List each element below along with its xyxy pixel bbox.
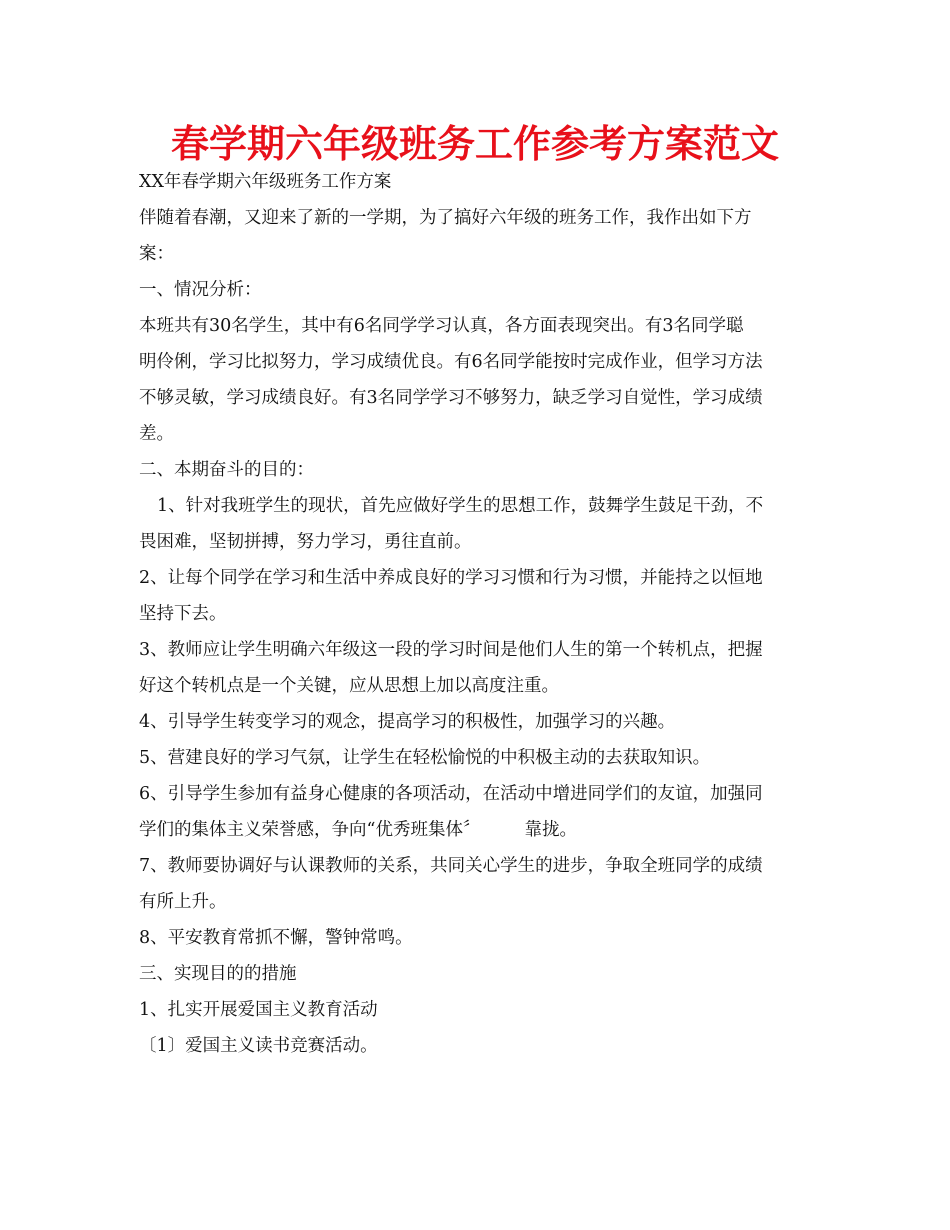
list-item-line: 畏困难，坚韧拼搏，努力学习，勇往直前。	[139, 532, 472, 552]
list-item-line: 7、教师要协调好与认课教师的关系，共同关心学生的进步，争取全班同学的成绩	[139, 856, 763, 876]
list-item-line: 坚持下去。	[139, 604, 227, 624]
section-heading: 三、实现目的的措施	[139, 964, 297, 984]
list-item-line: 4、引导学生转变学习的观念，提高学习的积极性，加强学习的兴趣。	[139, 712, 676, 732]
list-item-text: 靠拢。	[524, 820, 577, 840]
section-heading: 一、情况分析：	[139, 280, 262, 300]
paragraph-line: 本班共有30名学生，其中有6名同学学习认真，各方面表现突出。有3名同学聪	[139, 316, 744, 336]
paragraph-line: 案：	[139, 244, 174, 264]
paragraph-line: 伴随着春潮，又迎来了新的一学期，为了搞好六年级的班务工作，我作出如下方	[139, 208, 752, 228]
list-item-line: 3、教师应让学生明确六年级这一段的学习时间是他们人生的第一个转机点，把握	[139, 640, 763, 660]
list-item-line: 2、让每个同学在学习和生活中养成良好的学习习惯和行为习惯，并能持之以恒地	[139, 568, 763, 588]
paragraph-line: 差。	[139, 424, 174, 444]
list-item-text: 学们的集体主义荣誉感，争向“优秀班集体〞	[139, 820, 481, 840]
list-item-line: 〔1〕爱国主义读书竞赛活动。	[139, 1036, 378, 1056]
document-body	[139, 164, 819, 1064]
paragraph-line: XX年春学期六年级班务工作方案	[139, 172, 392, 192]
list-item-line	[139, 812, 819, 848]
list-item-line: 6、引导学生参加有益身心健康的各项活动，在活动中增进同学们的友谊，加强同	[139, 784, 763, 804]
list-item-line: 有所上升。	[139, 892, 227, 912]
paragraph-line: 不够灵敏，学习成绩良好。有3名同学学习不够努力，缺乏学习自觉性，学习成绩	[139, 388, 763, 408]
list-item-line: 好这个转机点是一个关键，应从思想上加以高度注重。	[139, 676, 559, 696]
paragraph-line: 明伶俐，学习比拟努力，学习成绩优良。有6名同学能按时完成作业，但学习方法	[139, 352, 763, 372]
list-item-line: 1、扎实开展爱国主义教育活动	[139, 1000, 378, 1020]
list-item-line: 5、营建良好的学习气氛，让学生在轻松愉悦的中积极主动的去获取知识。	[139, 748, 711, 768]
section-heading: 二、本期奋斗的目的：	[139, 460, 314, 480]
document-title: 春学期六年级班务工作参考方案范文	[170, 122, 779, 166]
list-item-line: 1、针对我班学生的现状，首先应做好学生的思想工作，鼓舞学生鼓足干劲，不	[157, 496, 764, 516]
list-item-line: 8、平安教育常抓不懈，警钟常鸣。	[139, 928, 413, 948]
